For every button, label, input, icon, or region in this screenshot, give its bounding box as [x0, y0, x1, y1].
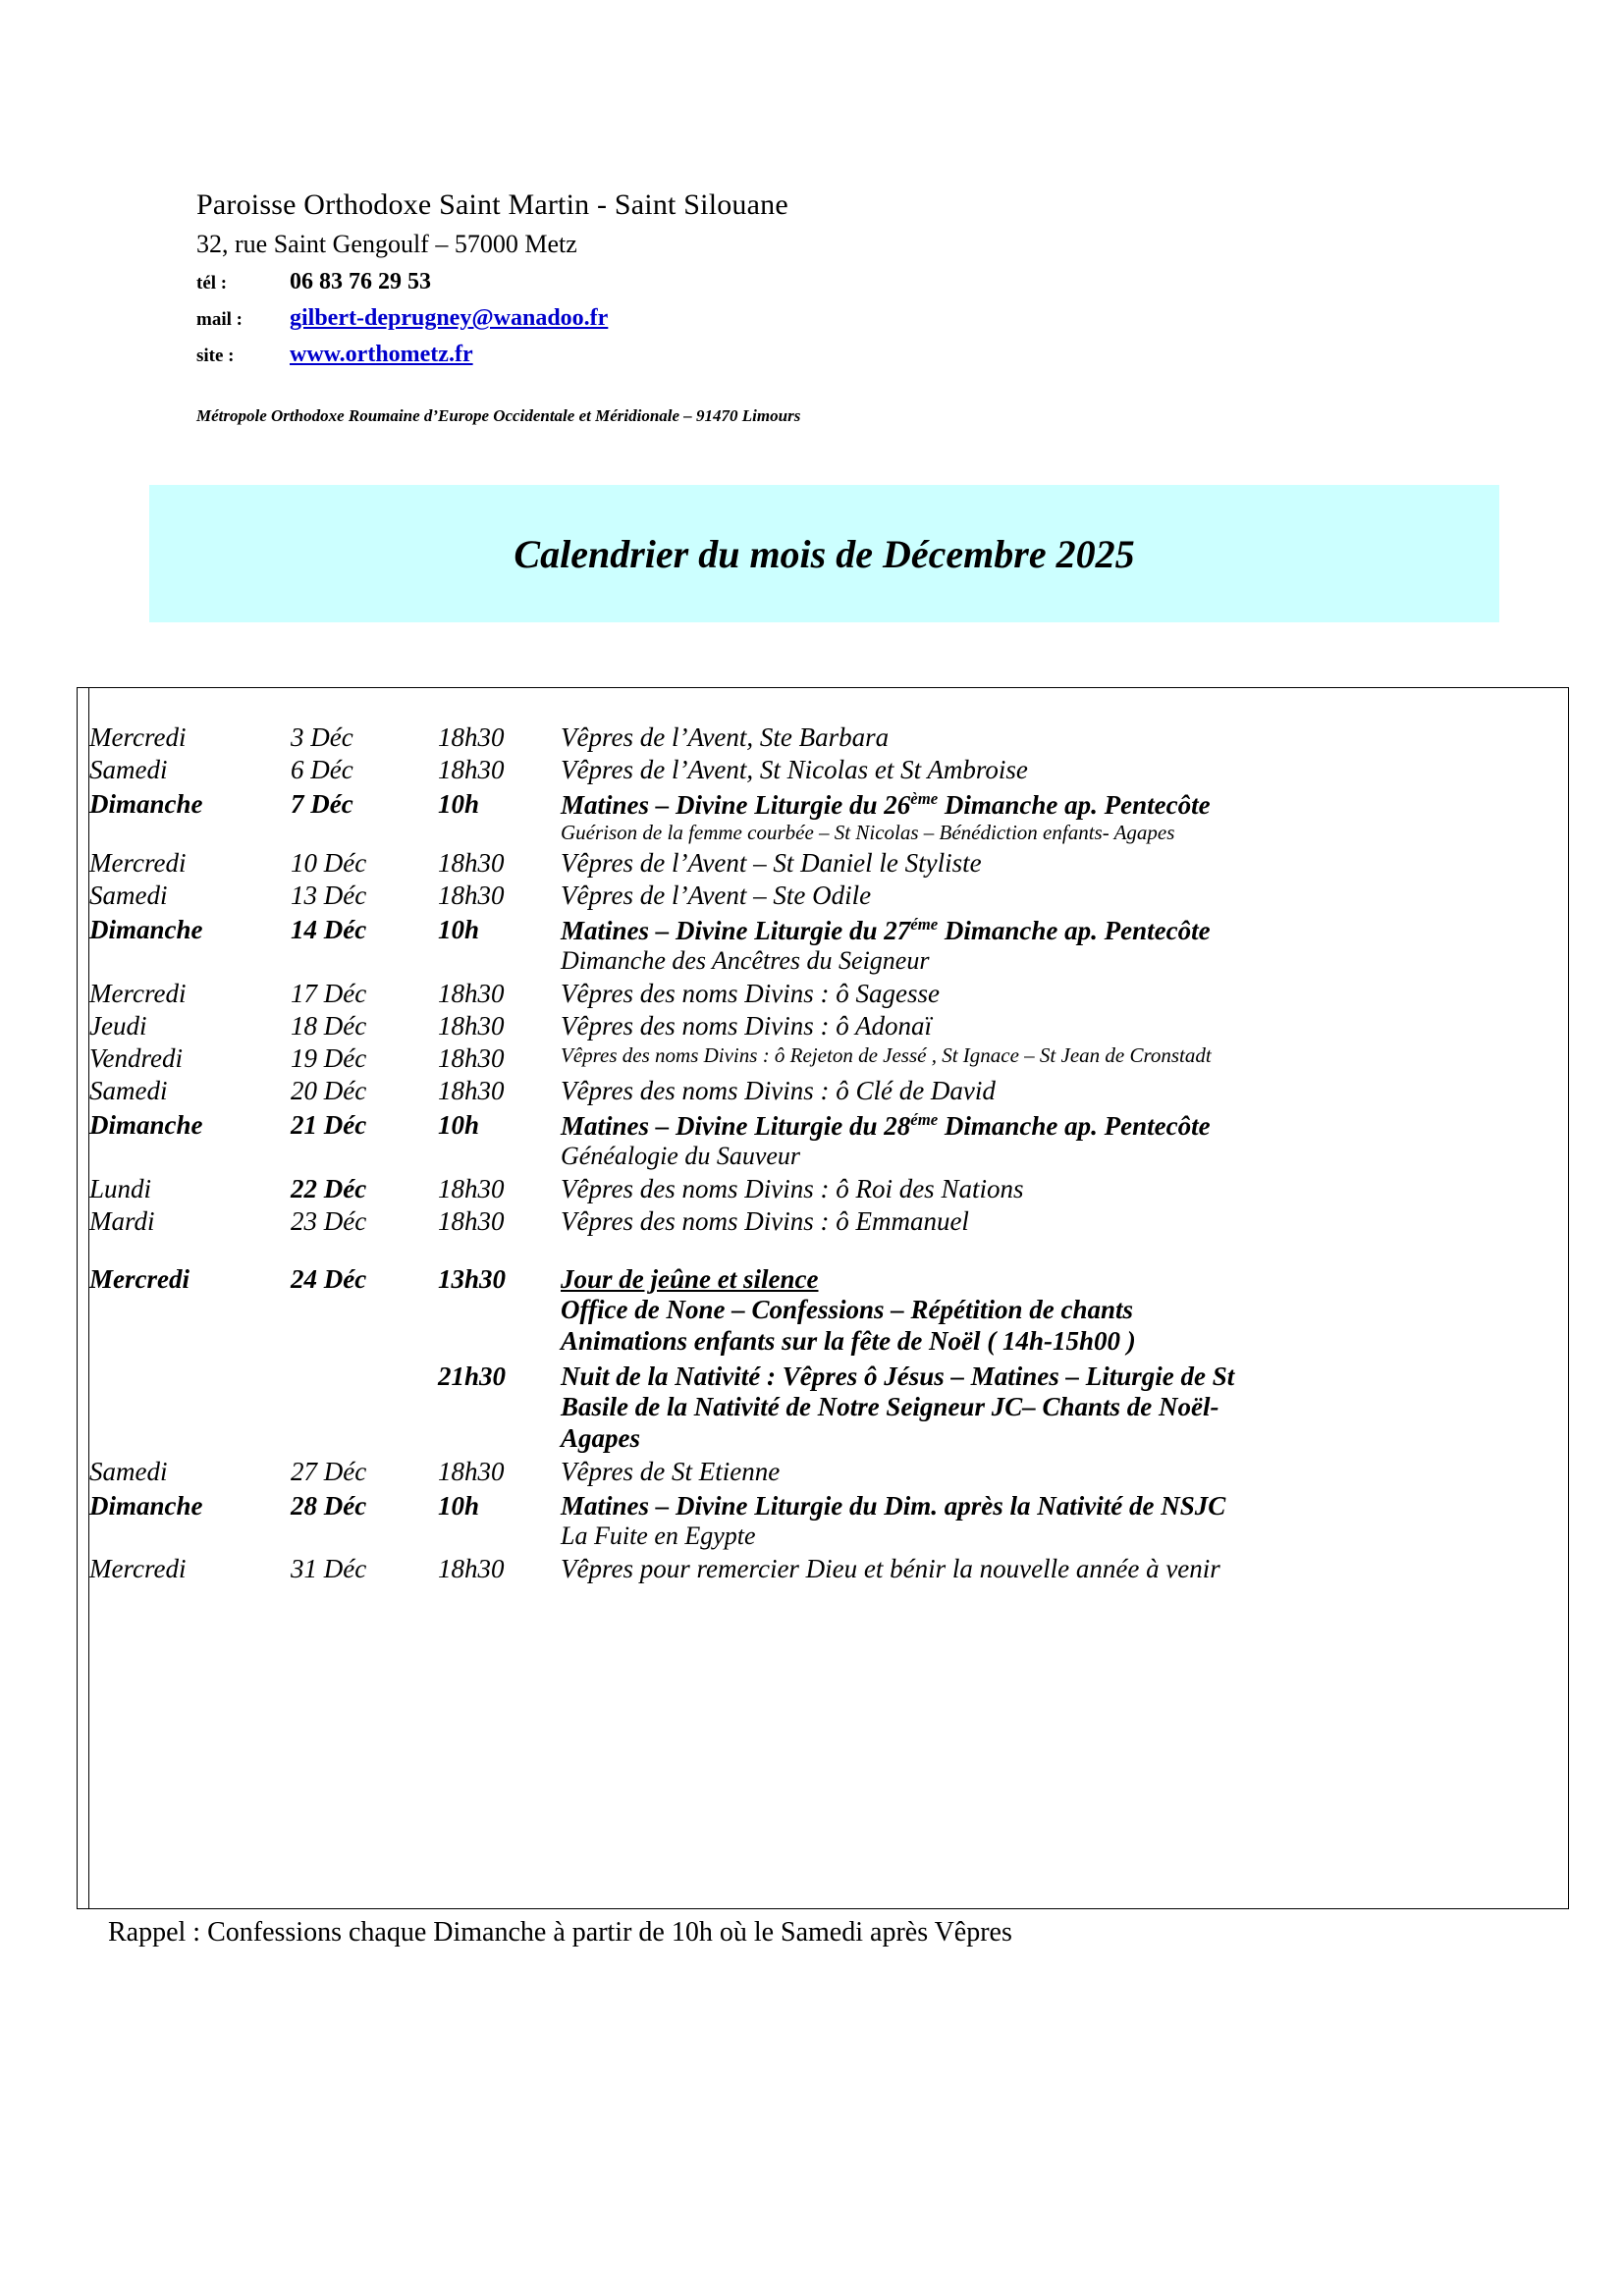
row-date: 17 Déc: [291, 979, 367, 1008]
calendar-row: [89, 1456, 1561, 1488]
row-day: Jeudi: [89, 1011, 147, 1041]
site-label: site :: [196, 346, 235, 367]
row-day: Mercredi: [89, 722, 187, 752]
row-time: 21h30: [438, 1362, 507, 1391]
page-title: Calendrier du mois de Décembre 2025: [514, 531, 1135, 576]
row-time: 10h: [438, 789, 480, 819]
row-time: 18h30: [438, 848, 505, 878]
calendar-row: [89, 1261, 1561, 1296]
row-description: Vêpres des noms Divins : ô Roi des Nations: [561, 1174, 1024, 1203]
metropole-line: Métropole Orthodoxe Roumaine d’Europe Occidentale et Méridionale – 91470 Limours: [196, 406, 801, 426]
calendar-row: [89, 880, 1561, 912]
row-date: 18 Déc: [291, 1011, 367, 1041]
row-date: 22 Déc: [291, 1174, 367, 1203]
calendar-row: [89, 1010, 1561, 1042]
ordinal-suffix: éme: [910, 915, 939, 934]
calendar-row: [89, 1107, 1561, 1143]
row-time: 18h30: [438, 722, 505, 752]
calendar-row: [89, 822, 1561, 847]
row-time: 10h: [438, 915, 480, 944]
calendar-row: [89, 1296, 1561, 1327]
calendar-row: [89, 847, 1561, 880]
calendar-row: [89, 1393, 1561, 1424]
row-date: 21 Déc: [291, 1110, 367, 1140]
row-date: 3 Déc: [291, 722, 353, 752]
email-link[interactable]: gilbert-deprugney@wanadoo.fr: [290, 305, 609, 332]
row-date: 10 Déc: [291, 848, 367, 878]
row-description: Office de None – Confessions – Répétition de chants: [561, 1295, 1133, 1324]
phone-row: [196, 267, 1375, 296]
row-date: 23 Déc: [291, 1206, 367, 1236]
website-link[interactable]: www.orthometz.fr: [290, 342, 473, 368]
row-day: Mardi: [89, 1206, 155, 1236]
row-day: Dimanche: [89, 789, 203, 819]
row-description: La Fuite en Egypte: [561, 1522, 756, 1550]
row-time: 18h30: [438, 881, 505, 910]
row-time: 18h30: [438, 1206, 505, 1236]
row-time: 10h: [438, 1110, 480, 1140]
row-description: Jour de jeûne et silence: [561, 1264, 819, 1294]
parish-name: Paroisse Orthodoxe Saint Martin - Saint Silouane: [196, 188, 788, 221]
row-description: Vêpres des noms Divins : ô Clé de David: [561, 1076, 996, 1105]
row-description: Vêpres de l’Avent – Ste Odile: [561, 881, 872, 910]
row-day: Samedi: [89, 881, 168, 910]
row-description: Nuit de la Nativité : Vêpres ô Jésus – Matines – Liturgie de St: [561, 1362, 1235, 1391]
site-row: [196, 340, 1375, 369]
row-day: Mercredi: [89, 848, 187, 878]
calendar-frame: [77, 687, 1569, 1909]
mail-row: [196, 303, 1375, 333]
row-description: Matines – Divine Liturgie du $27^{éme}$ Dimanche ap. Pentecôte: [561, 915, 1211, 945]
row-day: Mercredi: [89, 1554, 187, 1583]
row-time: 18h30: [438, 1076, 505, 1105]
row-date: 31 Déc: [291, 1554, 367, 1583]
row-description: Dimanche des Ancêtres du Seigneur: [561, 946, 930, 975]
row-date: 13 Déc: [291, 881, 367, 910]
calendar-body: [88, 688, 1561, 1908]
calendar-row: [89, 1327, 1561, 1359]
row-description: Vêpres des noms Divins : ô Rejeton de Jessé , St Ignace – St Jean de Cronstadt: [561, 1043, 1212, 1067]
row-date: 14 Déc: [291, 915, 367, 944]
calendar-row: [89, 1522, 1561, 1553]
calendar-row: [89, 1075, 1561, 1107]
row-time: 18h30: [438, 755, 505, 784]
row-time: 18h30: [438, 979, 505, 1008]
row-description: Agapes: [561, 1423, 640, 1453]
row-date: 28 Déc: [291, 1491, 367, 1521]
row-time: 18h30: [438, 1457, 505, 1486]
row-description: Vêpres des noms Divins : ô Emmanuel: [561, 1206, 969, 1236]
row-day: Samedi: [89, 755, 168, 784]
row-description: Basile de la Nativité de Notre Seigneur JC– Chants de Noël-: [561, 1392, 1219, 1421]
footer-note: Rappel : Confessions chaque Dimanche à partir de 10h où le Samedi après Vêpres: [108, 1917, 1012, 1948]
ordinal-suffix: ème: [910, 789, 939, 808]
row-day: Samedi: [89, 1457, 168, 1486]
row-description: Vêpres de St Etienne: [561, 1457, 781, 1486]
row-day: Dimanche: [89, 915, 203, 944]
row-day: Lundi: [89, 1174, 152, 1203]
row-time: 13h30: [438, 1264, 507, 1294]
phone-label: tél :: [196, 273, 228, 294]
row-date: 24 Déc: [291, 1264, 367, 1294]
calendar-row: [89, 1488, 1561, 1522]
calendar-row: [89, 754, 1561, 786]
row-date: 7 Déc: [291, 789, 353, 819]
calendar-row: [89, 786, 1561, 822]
row-time: 18h30: [438, 1174, 505, 1203]
calendar-row: [89, 721, 1561, 754]
row-date: 27 Déc: [291, 1457, 367, 1486]
row-description: Généalogie du Sauveur: [561, 1142, 801, 1170]
row-time: 18h30: [438, 1011, 505, 1041]
mail-label: mail :: [196, 309, 243, 331]
row-description: Vêpres des noms Divins : ô Adonaï: [561, 1011, 932, 1041]
row-date: 20 Déc: [291, 1076, 367, 1105]
row-description: Matines – Divine Liturgie du 26ème Dimanche ap. Pentecôte: [561, 789, 1211, 820]
row-day: Dimanche: [89, 1491, 203, 1521]
row-day: Dimanche: [89, 1110, 203, 1140]
calendar-row: [89, 1359, 1561, 1393]
row-day: Vendredi: [89, 1043, 183, 1073]
row-time: 18h30: [438, 1043, 505, 1073]
row-description: Guérison de la femme courbée – St Nicolas – Bénédiction enfants- Agapes: [561, 821, 1175, 844]
row-description: Vêpres des noms Divins : ô Sagesse: [561, 979, 940, 1008]
row-description: Vêpres pour remercier Dieu et bénir la nouvelle année à venir: [561, 1554, 1220, 1583]
row-description: Matines – Divine Liturgie du $28^{éme}$ Dimanche ap. Pentecôte: [561, 1110, 1211, 1141]
calendar-row: [89, 947, 1561, 978]
calendar-row: [89, 1143, 1561, 1173]
row-description: Animations enfants sur la fête de Noël ( 14h-15h00 ): [561, 1326, 1136, 1356]
row-description: Matines – Divine Liturgie du Dim. après la Nativité de NSJC: [561, 1491, 1226, 1521]
letterhead: [196, 187, 1375, 426]
calendar-row: [89, 912, 1561, 947]
row-description: Vêpres de l’Avent – St Daniel le Styliste: [561, 848, 982, 878]
row-day: Mercredi: [89, 979, 187, 1008]
row-time: 18h30: [438, 1554, 505, 1583]
calendar-row: [89, 1424, 1561, 1456]
calendar-row: [89, 1553, 1561, 1585]
parish-address: 32, rue Saint Gengoulf – 57000 Metz: [196, 229, 577, 258]
title-band: [149, 485, 1499, 622]
row-day: Mercredi: [89, 1264, 189, 1294]
ordinal-suffix: éme: [910, 1110, 939, 1129]
row-date: 6 Déc: [291, 755, 353, 784]
phone-value: 06 83 76 29 53: [290, 269, 431, 295]
row-date: 19 Déc: [291, 1043, 367, 1073]
calendar-row: [89, 978, 1561, 1010]
calendar-row: [89, 1205, 1561, 1238]
row-spacer: [89, 1238, 1561, 1261]
row-description: Vêpres de l’Avent, St Nicolas et St Ambroise: [561, 755, 1028, 784]
row-day: Samedi: [89, 1076, 168, 1105]
calendar-row: [89, 1042, 1561, 1075]
row-time: 10h: [438, 1491, 480, 1521]
row-description: Vêpres de l’Avent, Ste Barbara: [561, 722, 890, 752]
calendar-row: [89, 1173, 1561, 1205]
